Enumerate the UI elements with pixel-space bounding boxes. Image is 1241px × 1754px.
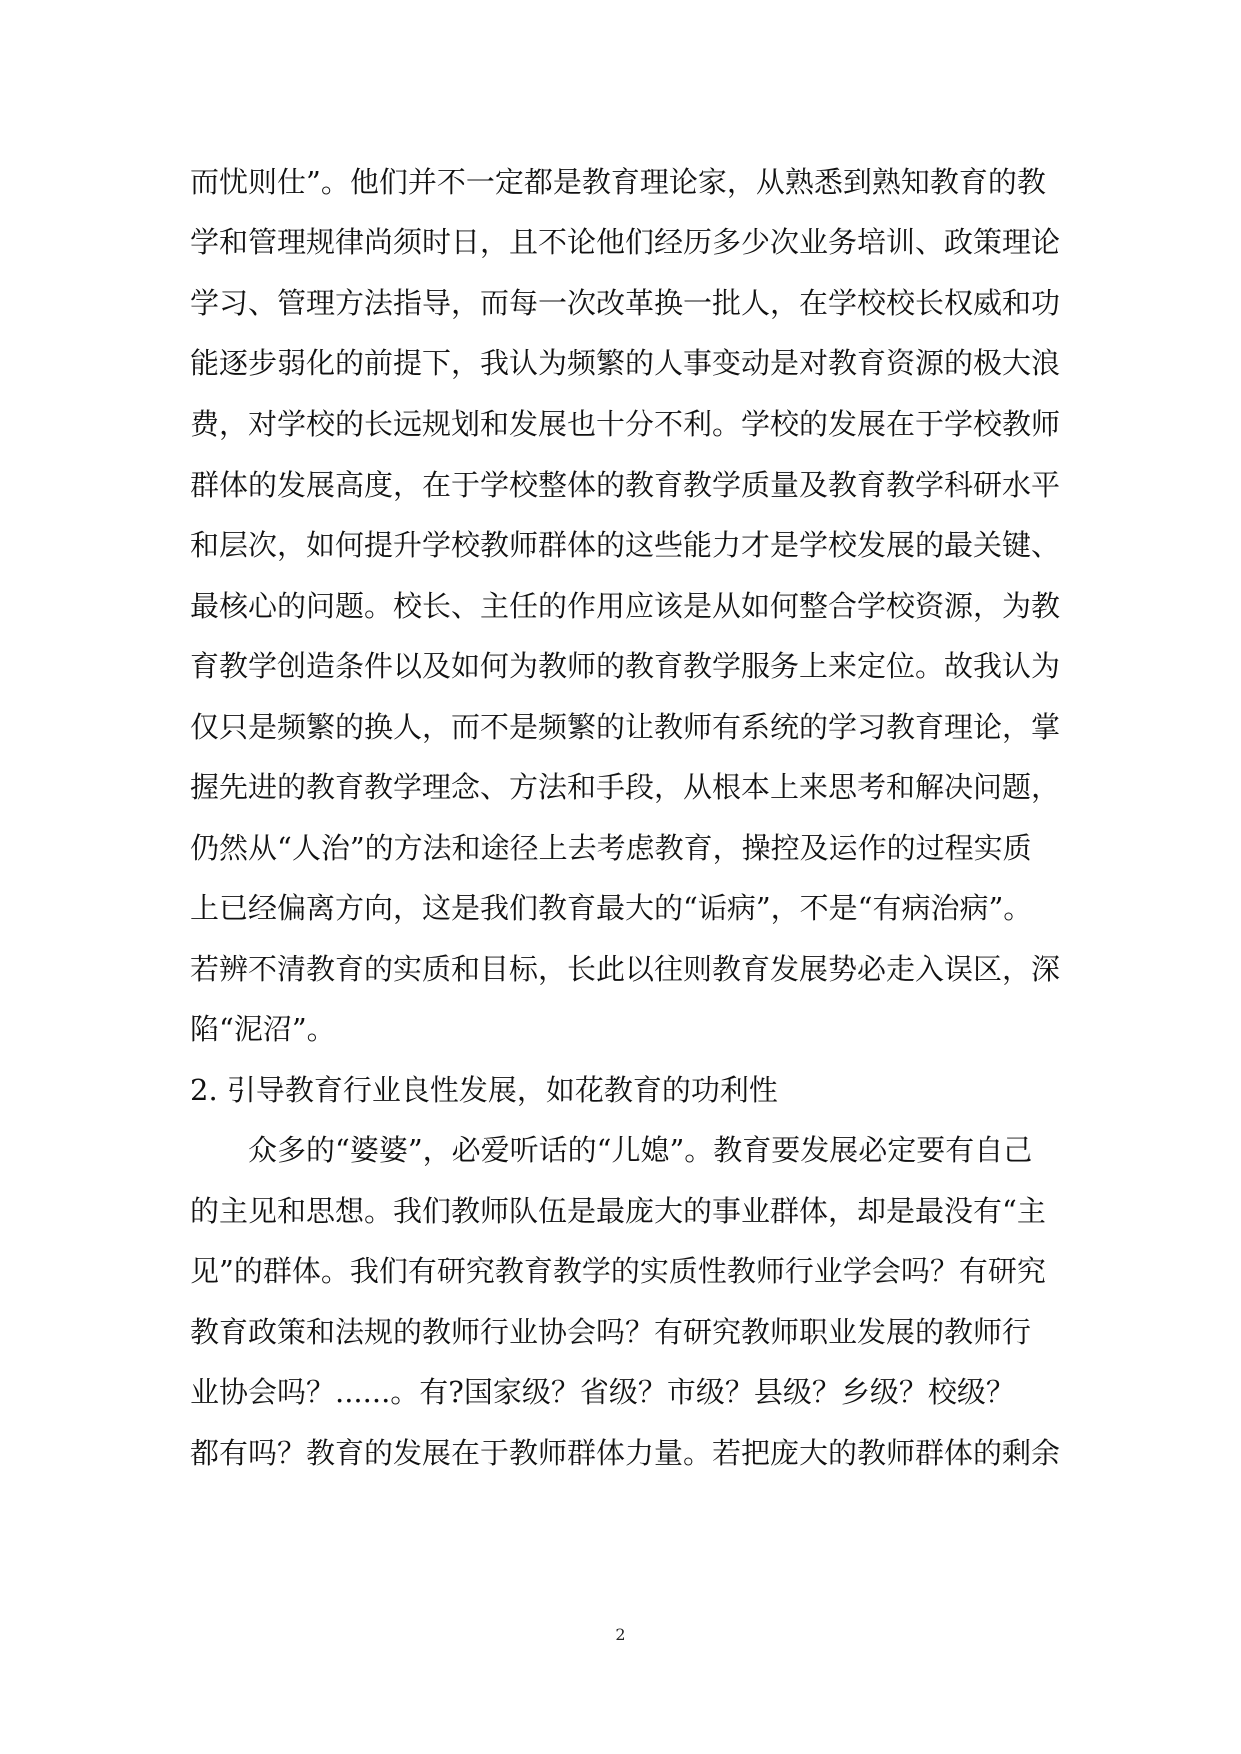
text-line: 握先进的教育教学理念、方法和手段，从根本上来思考和解决问题， [190, 770, 1061, 804]
text-line: 上已经偏离方向，这是我们教育最大的“诟病”，不是“有病治病”。 [190, 891, 1033, 925]
text-line: 费，对学校的长远规划和发展也十分不利。学校的发展在于学校教师 [190, 407, 1061, 441]
text-line: 而忧则仕”。他们并不一定都是教育理论家，从熟悉到熟知教育的教 [190, 165, 1046, 199]
text-line: 和层次，如何提升学校教师群体的这些能力才是学校发展的最关键、 [190, 528, 1061, 562]
text-line: 见”的群体。我们有研究教育教学的实质性教师行业学会吗？有研究 [190, 1254, 1046, 1288]
section-heading: 2. 引导教育行业良性发展，如花教育的功利性 [190, 1073, 778, 1107]
text-line: 仅只是频繁的换人，而不是频繁的让教师有系统的学习教育理论，掌 [190, 710, 1061, 744]
text-line: 学习、管理方法指导，而每一次改革换一批人，在学校校长权威和功 [190, 286, 1061, 320]
text-line: 若辨不清教育的实质和目标，长此以往则教育发展势必走入误区，深 [190, 952, 1061, 986]
text-line: 学和管理规律尚须时日，且不论他们经历多少次业务培训、政策理论 [190, 225, 1061, 259]
text-line: 众多的“婆婆”，必爱听话的“儿媳”。教育要发展必定要有自己 [248, 1133, 1033, 1167]
text-line: 仍然从“人治”的方法和途径上去考虑教育，操控及运作的过程实质 [190, 831, 1032, 865]
text-line: 育教学创造条件以及如何为教师的教育教学服务上来定位。故我认为 [190, 649, 1061, 683]
page-number: 2 [615, 1625, 626, 1644]
text-line: 群体的发展高度，在于学校整体的教育教学质量及教育教学科研水平 [190, 468, 1061, 502]
text-line: 最核心的问题。校长、主任的作用应该是从如何整合学校资源，为教 [190, 589, 1061, 623]
text-line: 的主见和思想。我们教师队伍是最庞大的事业群体，却是最没有“主 [190, 1194, 1046, 1228]
text-line: 陷“泥沼”。 [190, 1012, 336, 1046]
text-line: 都有吗？教育的发展在于教师群体力量。若把庞大的教师群体的剩余 [190, 1436, 1061, 1470]
text-line: 业协会吗？......。有?国家级？省级？市级？县级？乡级？校级？ [190, 1375, 1015, 1409]
text-line: 教育政策和法规的教师行业协会吗？有研究教师职业发展的教师行 [190, 1315, 1032, 1349]
text-line: 能逐步弱化的前提下，我认为频繁的人事变动是对教育资源的极大浪 [190, 346, 1061, 380]
